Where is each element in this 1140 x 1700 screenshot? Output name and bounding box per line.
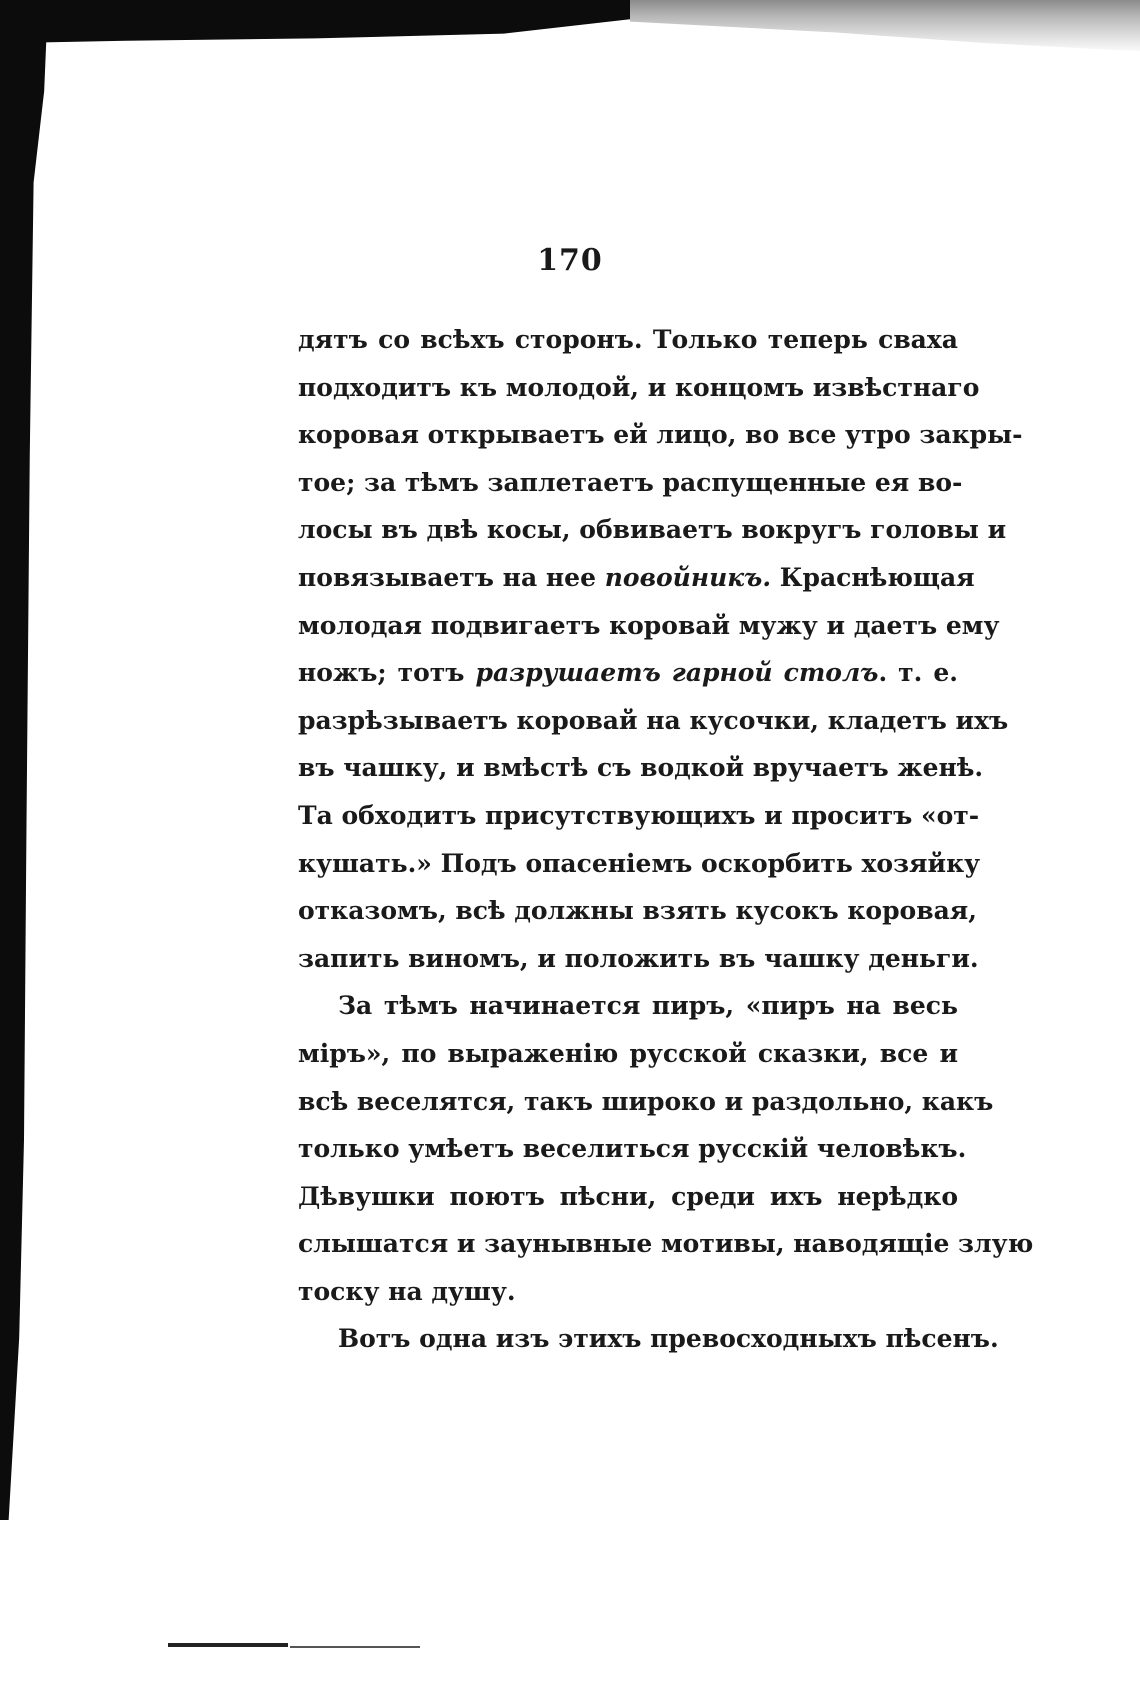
text-line: отказомъ, всѣ должны взять кусокъ коровая,	[298, 896, 977, 926]
page-number: 170	[537, 243, 603, 278]
text-line: тоску на душу.	[298, 1276, 516, 1306]
scan-edge-top-right	[630, 0, 1140, 54]
scan-edge-top	[0, 0, 630, 48]
text-line: тое; за тѣмъ заплетаетъ распущенные ея во-	[298, 467, 963, 497]
text-line-paragraph-start: Вотъ одна изъ этихъ превосходныхъ пѣсенъ.	[338, 1324, 999, 1354]
text-segment: Краснѣющая	[779, 562, 975, 592]
scan-artifact-mark	[168, 1643, 288, 1647]
scan-edge-left	[0, 0, 48, 1520]
text-line: міръ», по выраженію русской сказки, все и	[298, 1038, 958, 1068]
text-line: въ чашку, и вмѣстѣ съ водкой вручаетъ женѣ.	[298, 753, 984, 783]
text-line: разрѣзываетъ коровай на кусочки, кладетъ ихъ	[298, 705, 1009, 735]
text-line: коровая открываетъ ей лицо, во все утро закры-	[298, 420, 1023, 450]
text-line: только умѣетъ веселиться русскій человѣкъ.	[298, 1134, 967, 1164]
text-line: запить виномъ, и положить въ чашку деньги.	[298, 943, 979, 973]
text-segment: ножъ; тотъ	[298, 658, 465, 688]
text-line: дятъ со всѣхъ сторонъ. Только теперь сваха	[298, 325, 958, 354]
text-line: кушать.» Подъ опасеніемъ оскорбить хозяйку	[298, 848, 981, 878]
text-line: лосы въ двѣ косы, обвиваетъ вокругъ головы и	[298, 515, 1007, 545]
text-line-mixed	[298, 554, 975, 602]
text-segment: . т. е.	[878, 658, 958, 688]
body-text	[298, 316, 1034, 1363]
text-segment: повязываетъ на нее	[298, 562, 596, 592]
italic-phrase: разрушаетъ гарной столъ	[475, 658, 879, 688]
scan-artifact-mark	[290, 1646, 420, 1648]
text-line: Та обходитъ присутствующихъ и проситъ «от-	[298, 800, 980, 830]
text-line-paragraph-start: За тѣмъ начинается пиръ, «пиръ на весь	[338, 991, 958, 1021]
text-line: молодая подвигаетъ коровай мужу и даетъ ему	[298, 610, 1000, 640]
text-line: подходитъ къ молодой, и концомъ извѣстнаго	[298, 372, 980, 402]
text-line: слышатся и заунывные мотивы, наводящіе злую	[298, 1229, 1034, 1259]
text-line: Дѣвушки поютъ пѣсни, среди ихъ нерѣдко	[298, 1181, 958, 1211]
italic-term: повойникъ.	[604, 562, 772, 592]
text-line-mixed	[298, 649, 958, 697]
text-line: всѣ веселятся, такъ широко и раздольно, какъ	[298, 1086, 994, 1116]
